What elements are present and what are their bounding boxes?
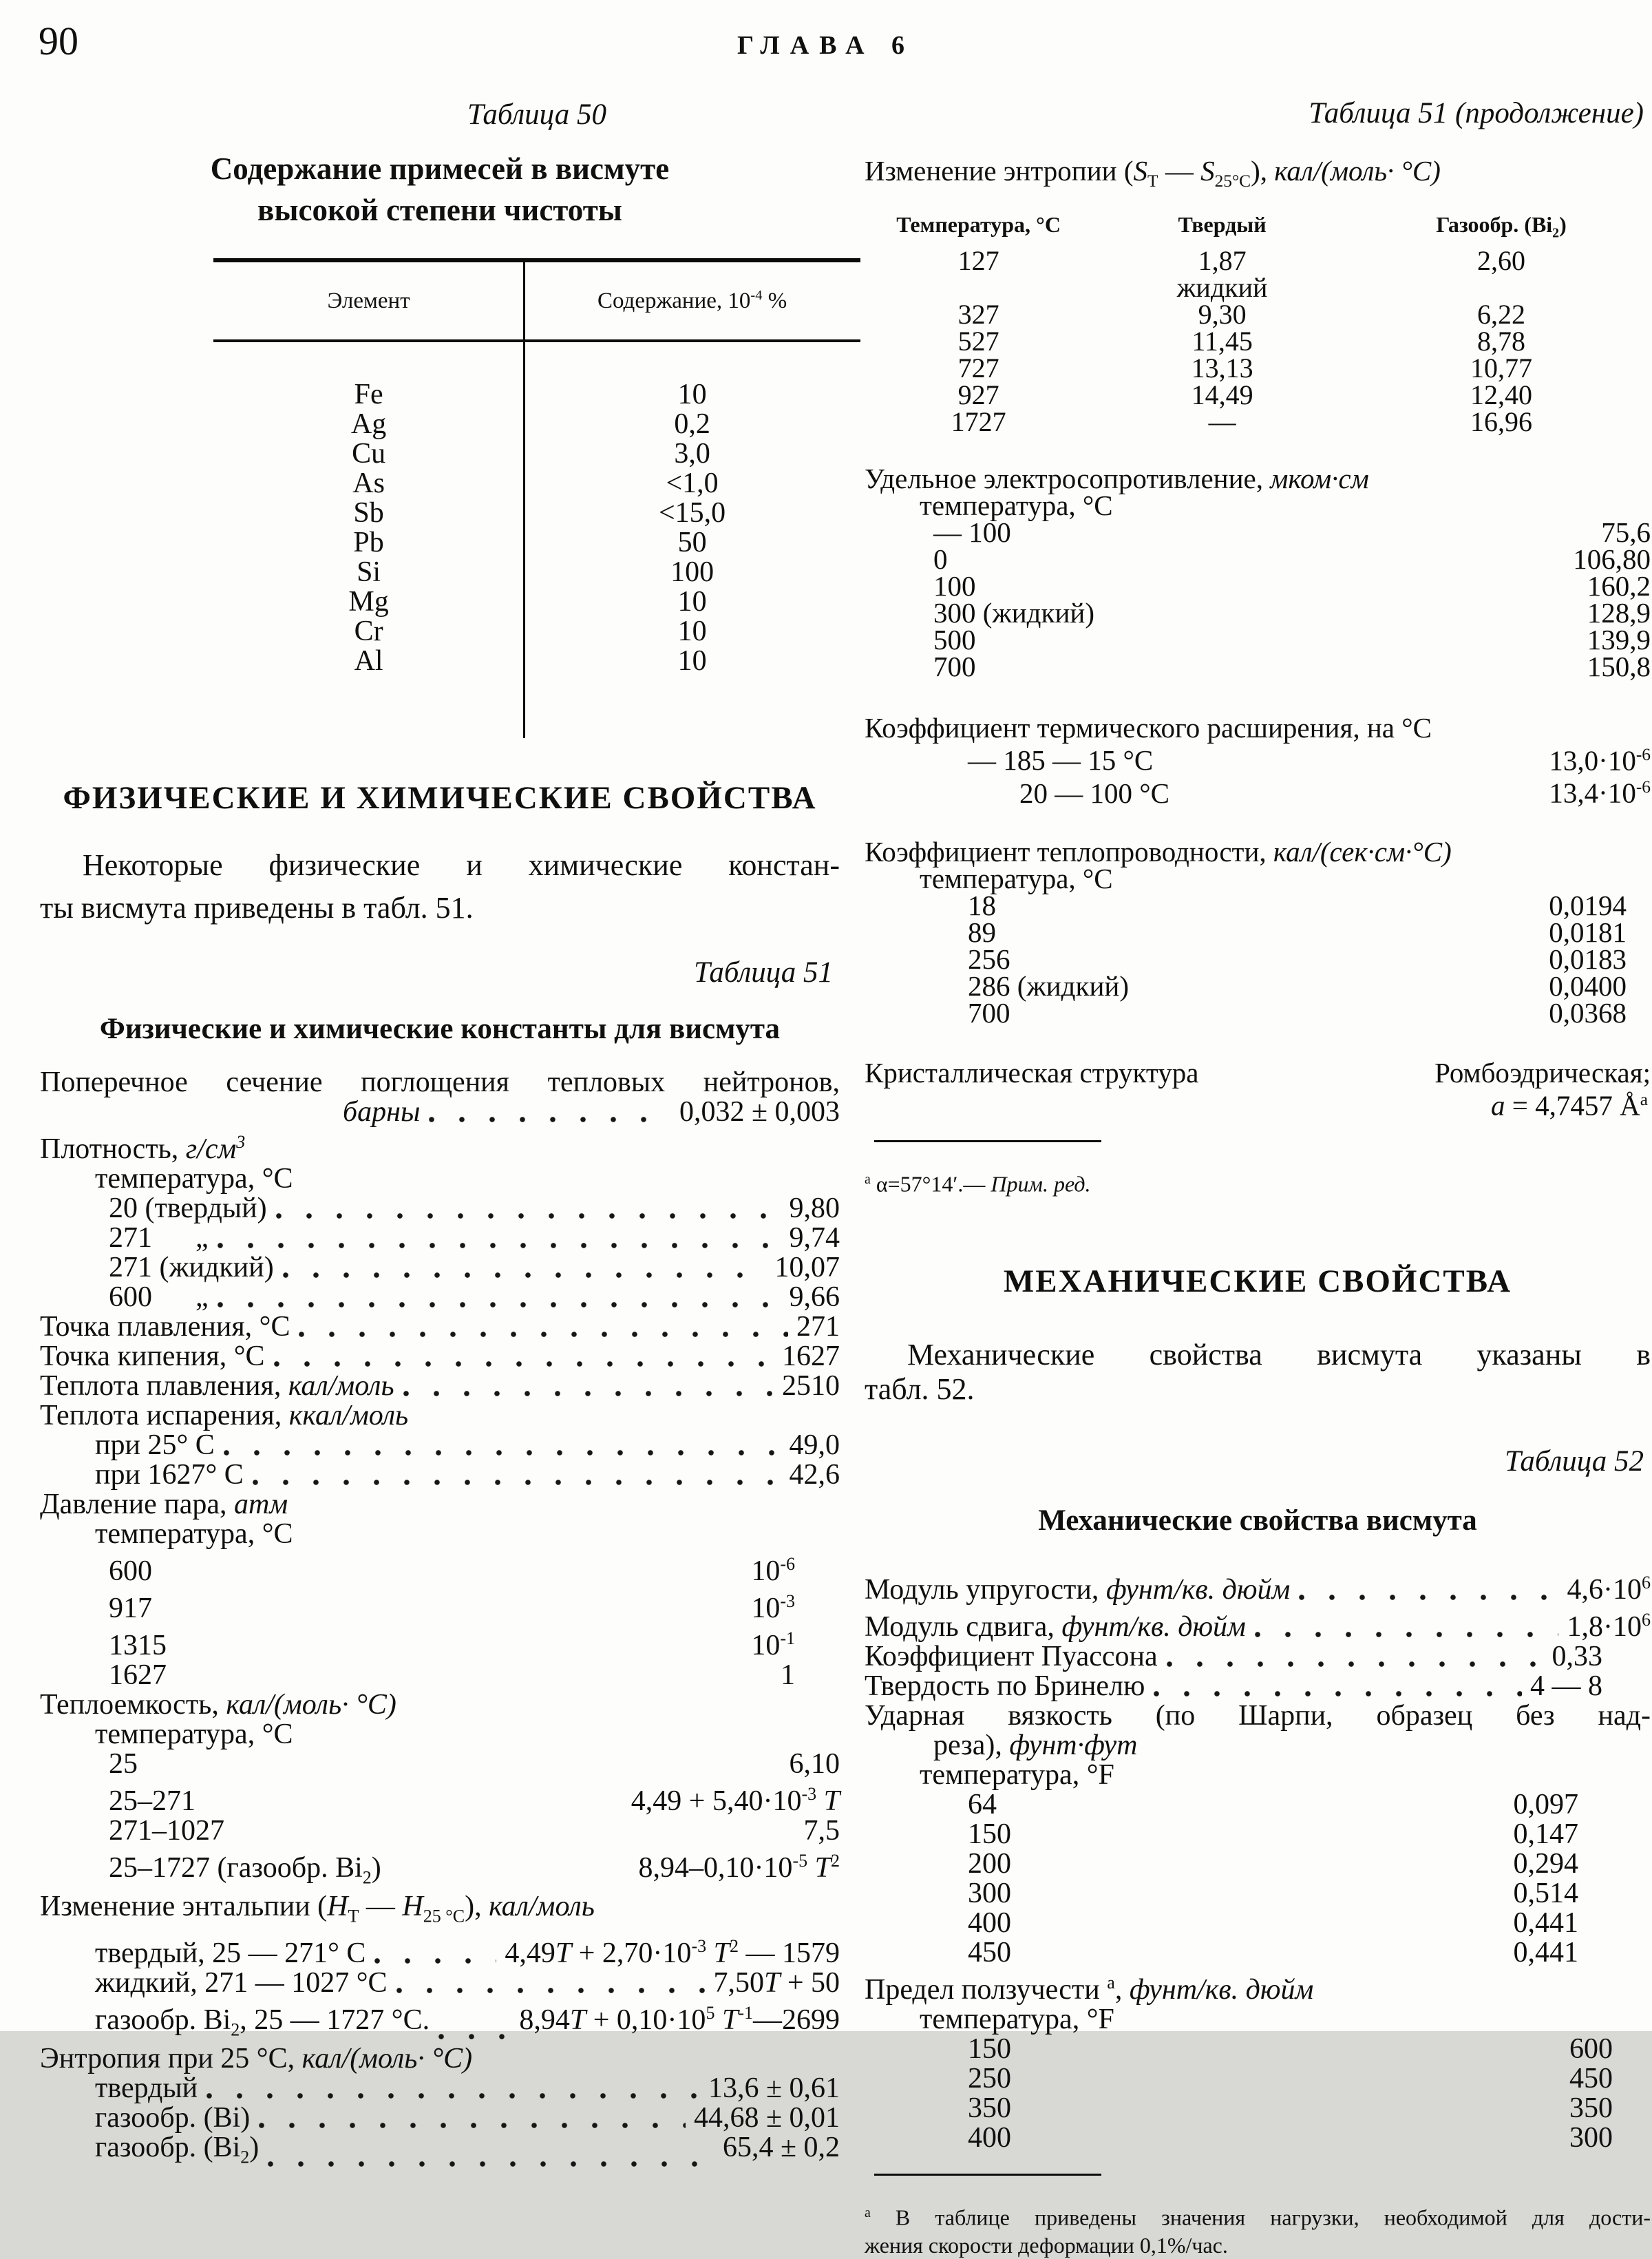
heat-of-fusion-row: Теплота плавления, кал/моль 2510 [40, 1369, 840, 1402]
temperature-label: температура, °F [920, 2004, 1114, 2036]
dot-leader [298, 1331, 788, 1338]
resistivity-row: 500 139,9 [933, 623, 1651, 655]
section-heading-physical: ФИЗИЧЕСКИЕ И ХИМИЧЕСКИЕ СВОЙСТВА [63, 780, 817, 816]
entropy-table-row: 127 1,87 2,60 [957, 244, 1525, 276]
table-51-continued-caption: Таблица 51 (продолжение) [1309, 97, 1644, 129]
dot-leader [267, 2161, 714, 2167]
heat-capacity-heading: Теплоемкость, кал/(моль· °С) [40, 1688, 396, 1721]
entropy-table-row: 327 9,30 6,22 [957, 298, 1525, 330]
entropy-table-header [865, 211, 1651, 246]
melting-point-row: Точка плавления, °С 271 [40, 1310, 840, 1343]
impact-row: 150 0,147 [968, 1818, 1578, 1851]
table-50-body [213, 342, 860, 738]
cross-section-row: Поперечное сечение поглощения тепловых нейтронов, [40, 1066, 840, 1098]
content-cell: <1,0 [666, 467, 719, 499]
creep-row: 150 600 [968, 2033, 1613, 2066]
table-row [213, 380, 860, 410]
entropy-row: твердый 13,6 ± 0,61 [95, 2072, 840, 2105]
content-cell: 50 [677, 527, 707, 558]
enthalpy-row: твердый, 25 — 271° С $4,49T + 2,70\cdot 10^{-3}$ $T^2$ — 1579 [95, 1935, 840, 1969]
heat-of-vaporization-heading: Теплота испарения, ккал/моль [40, 1399, 409, 1431]
table-50-title [40, 148, 840, 231]
vaporization-row: при 25° С 49,0 [95, 1429, 840, 1461]
dot-leader [428, 1116, 671, 1123]
brinell-hardness-row: Твердость по Бринелю 4 — 8 [865, 1670, 1602, 1703]
paragraph-line: Механические свойства висмута указаны в [907, 1338, 1651, 1372]
element-cell: Cr [354, 616, 383, 647]
table-row [213, 587, 860, 617]
heat-capacity-row: 25 6,10 [109, 1747, 840, 1780]
entropy-row: газообр. $(Bi_2)$ 65,4 ± 0,2 [95, 2132, 840, 2167]
dot-leader [217, 1301, 781, 1308]
resistivity-row: 100 160,2 [933, 569, 1651, 602]
footnote-line: жения скорости деформации 0,1%/час. [865, 2232, 1228, 2258]
conductivity-row: 286 (жидкий) 0,0400 [968, 969, 1627, 1002]
resistivity-row: 0 106,80 [933, 543, 1651, 575]
dot-leader [275, 1212, 781, 1219]
creep-limit-heading: Предел ползучести $^а$, фунт/кв. дюйм [865, 1973, 1314, 2006]
dot-leader [223, 1449, 781, 1456]
element-cell: Si [357, 556, 381, 588]
table-row [213, 528, 860, 558]
table-50-caption: Таблица 50 [467, 98, 606, 131]
table-52-title: Механические свойства висмута [1038, 1504, 1477, 1537]
paragraph-line: ты висмута приведены в табл. 51. [40, 891, 474, 925]
vaporization-row: при 1627° С 42,6 [95, 1458, 840, 1491]
content-cell: 0,2 [674, 408, 710, 440]
dot-leader [438, 2033, 511, 2040]
table-51-list [40, 1068, 840, 2172]
impact-row: 300 0,514 [968, 1878, 1578, 1910]
temperature-column-header: Температура, °С [896, 212, 1061, 238]
dot-leader [273, 1360, 774, 1367]
impact-row: 400 0,441 [968, 1907, 1578, 1940]
entropy-table-row: 927 14,49 12,40 [957, 379, 1532, 410]
temperature-label: температура, °F [920, 1759, 1114, 1792]
entropy-heading: Энтропия при 25 °С, кал/(моль· °С) [40, 2043, 473, 2075]
expansion-row: 20 — 100 °С $13,4\cdot 10^{-6}$ [1019, 777, 1651, 809]
table-50-title-line1: Содержание примесей в висмуте [210, 151, 670, 186]
heat-capacity-row: 25–271 $4,49 + 5,40\cdot 10^{-3}$ T [109, 1783, 840, 1817]
page-number: 90 [39, 19, 78, 63]
dot-leader [1153, 1690, 1522, 1697]
dot-leader [258, 2122, 686, 2129]
footnote-line: $^а$ В таблице приведены значения нагрузки, необходимой для дости- [865, 2205, 1651, 2230]
vapor-pressure-heading: Давление пара, атм [40, 1488, 288, 1520]
table-52-list [865, 1568, 1651, 2153]
boiling-point-row: Точка кипения, °С 1627 [40, 1340, 840, 1372]
entropy-row: газообр. (Bi) 44,68 ± 0,01 [95, 2102, 840, 2134]
element-cell: Mg [348, 586, 389, 618]
dot-leader [252, 1479, 781, 1486]
dot-leader [1166, 1661, 1544, 1668]
temperature-label: температура, °С [95, 1517, 293, 1550]
dot-leader [396, 1987, 706, 1994]
resistivity-row: 700 150,8 [933, 650, 1651, 682]
table-50-title-line2: высокой степени чистоты [257, 193, 622, 227]
enthalpy-row: жидкий, 271 — 1027 °С 7,50T + 50 [95, 1966, 840, 1999]
dot-leader [206, 2092, 700, 2099]
element-cell: As [352, 467, 385, 499]
poisson-ratio-row: Коэффициент Пуассона 0,33 [865, 1641, 1602, 1673]
table-52-caption: Таблица 52 [1505, 1445, 1644, 1478]
dot-leader [282, 1272, 767, 1279]
expansion-row: — 185 — 15 °С $13,0\cdot 10^{-6}$ [968, 744, 1651, 777]
element-cell: Al [354, 645, 383, 677]
chapter-header: ГЛАВА 6 [737, 31, 915, 60]
resistivity-row: 300 (жидкий) 128,9 [933, 596, 1651, 629]
temperature-label: температура, °С [920, 862, 1113, 894]
section-heading-mechanical: МЕХАНИЧЕСКИЕ СВОЙСТВА [1003, 1263, 1512, 1300]
table-row [213, 617, 860, 647]
content-cell: 100 [670, 556, 714, 588]
resistivity-heading: Удельное электросопротивление, мком·см [865, 462, 1369, 494]
entropy-table-row: 727 13,13 10,77 [957, 352, 1532, 383]
temperature-label: температура, °С [95, 1162, 293, 1195]
element-cell: Fe [354, 379, 383, 410]
element-cell: Pb [353, 527, 384, 558]
expansion-heading: Коэффициент термического расширения, на °С [865, 711, 1432, 744]
enthalpy-row: газообр. $Bi_2$, 25 — 1727 °С. $8,94T + 0,10\cdot 10^5$ $T^{-1}—2699$ [95, 2002, 840, 2040]
conductivity-heading: Коэффициент теплопроводности, кал/(сек·см·°С) [865, 835, 1452, 868]
table-row [213, 558, 860, 587]
footnote-alpha: $^а$ α=57°14′.— Прим. ред. [865, 1171, 1091, 1197]
density-heading: Плотность, $г/см^3$ [40, 1131, 246, 1165]
density-row: 20 (твердый) 9,80 [109, 1192, 840, 1224]
creep-row: 250 450 [968, 2063, 1613, 2095]
column-left [40, 0, 840, 2172]
vapor-pressure-row: 1627 1 [109, 1659, 795, 1691]
paragraph-line: табл. 52. [865, 1372, 975, 1407]
paragraph-line: Некоторые физические и химические констан- [83, 848, 840, 882]
dot-leader [217, 1242, 781, 1249]
element-cell: Cu [352, 438, 386, 470]
density-row: 271 (жидкий) 10,07 [109, 1251, 840, 1283]
impact-row: 200 0,294 [968, 1848, 1578, 1880]
enthalpy-heading: Изменение энтальпии ($H_T$ — $H_{25 ^\circ C}$), кал/моль [40, 1891, 595, 1926]
shear-modulus-row: Модуль сдвига, фунт/кв. дюйм $1,8\cdot 10^6$ [865, 1610, 1651, 1643]
table-row [213, 469, 860, 498]
temperature-label: температура, °С [95, 1718, 293, 1750]
table-50 [213, 258, 860, 738]
element-cell: Ag [350, 408, 387, 440]
vapor-pressure-row: 1315 $10^{-1}$ [109, 1628, 795, 1661]
vapor-pressure-row: 917 $10^{-3}$ [109, 1590, 795, 1624]
density-row: 600 „ 9,66 [109, 1281, 840, 1313]
heat-capacity-row: 25–1727 (газообр. $Bi_2$) $8,94-0,10\cdot 10^{-5}$ $T^2$ [109, 1850, 840, 1888]
entropy-table-row: 527 11,45 8,78 [957, 325, 1525, 357]
table-row [213, 439, 860, 469]
vapor-pressure-row: 600 $10^{-6}$ [109, 1553, 795, 1587]
gas-column-header: Газообр. $(Bi_2)$ [1436, 212, 1567, 241]
elastic-modulus-row: Модуль упругости, фунт/кв. дюйм $4,6\cdot 10^6$ [865, 1573, 1651, 1606]
dot-leader [374, 1957, 496, 1964]
footnote-load [865, 2199, 1651, 2259]
content-cell: 10 [677, 379, 707, 410]
conductivity-row: 256 0,0183 [968, 943, 1627, 975]
content-cell: <15,0 [658, 497, 726, 529]
content-cell: 10 [677, 616, 707, 647]
solid-column-header: Твердый [1178, 212, 1267, 238]
table-row [213, 498, 860, 528]
impact-strength-heading-line1: Ударная вязкость (по Шарпи, образец без над- [865, 1700, 1651, 1732]
dot-leader [1298, 1594, 1558, 1601]
temperature-label: температура, °С [920, 489, 1113, 521]
table-50-column-divider [523, 262, 525, 738]
density-row: 271 „ 9,74 [109, 1221, 840, 1254]
column-right [865, 0, 1651, 2259]
heat-capacity-row: 271–1027 7,5 [109, 1814, 840, 1847]
impact-row: 64 0,097 [968, 1789, 1578, 1821]
creep-row: 350 350 [968, 2092, 1613, 2125]
mechanical-paragraph [865, 1338, 1651, 1407]
entropy-table-row: 1727 — 16,96 [951, 406, 1532, 437]
crystal-structure-row: Кристаллическая структура Ромбоэдрическая; [865, 1056, 1651, 1089]
table-50-header-row [213, 262, 860, 342]
content-cell: 10 [677, 586, 707, 618]
table-row [213, 647, 860, 676]
crystal-lattice-constant: a = 4,7457 $Å^а$ [1490, 1089, 1648, 1122]
table-row [213, 410, 860, 439]
entropy-table-row: жидкий [1176, 271, 1268, 303]
entropy-change-heading: Изменение энтропии ($S_T$ — $S_{25^\circ C}$), кал/(моль· °С) [865, 155, 1441, 191]
impact-row: 450 0,441 [968, 1937, 1578, 1969]
table-51-title: Физические и химические константы для висмута [99, 1013, 781, 1045]
content-cell: 10 [677, 645, 707, 677]
conductivity-row: 700 0,0368 [968, 996, 1627, 1029]
dot-leader [1254, 1631, 1559, 1638]
creep-row: 400 300 [968, 2122, 1613, 2154]
content-column-header: Содержание, $10^{-4}$ % [597, 288, 787, 313]
intro-paragraph [40, 844, 840, 929]
conductivity-row: 89 0,0181 [968, 916, 1627, 948]
cross-section-value-row: барны 0,032 ± 0,003 [343, 1095, 840, 1128]
footnote-rule [874, 2174, 1101, 2176]
element-cell: Sb [353, 497, 384, 529]
table-51-caption: Таблица 51 [694, 956, 833, 989]
entropy-table [865, 211, 1651, 437]
footnote-rule [874, 1140, 1101, 1142]
resistivity-row: — 100 75,6 [933, 516, 1651, 548]
element-column-header: Элемент [327, 288, 410, 313]
dot-leader [403, 1390, 774, 1397]
content-cell: 3,0 [674, 438, 710, 470]
conductivity-row: 18 0,0194 [968, 889, 1627, 921]
impact-strength-heading-line2: реза), фунт·фут [933, 1730, 1138, 1762]
